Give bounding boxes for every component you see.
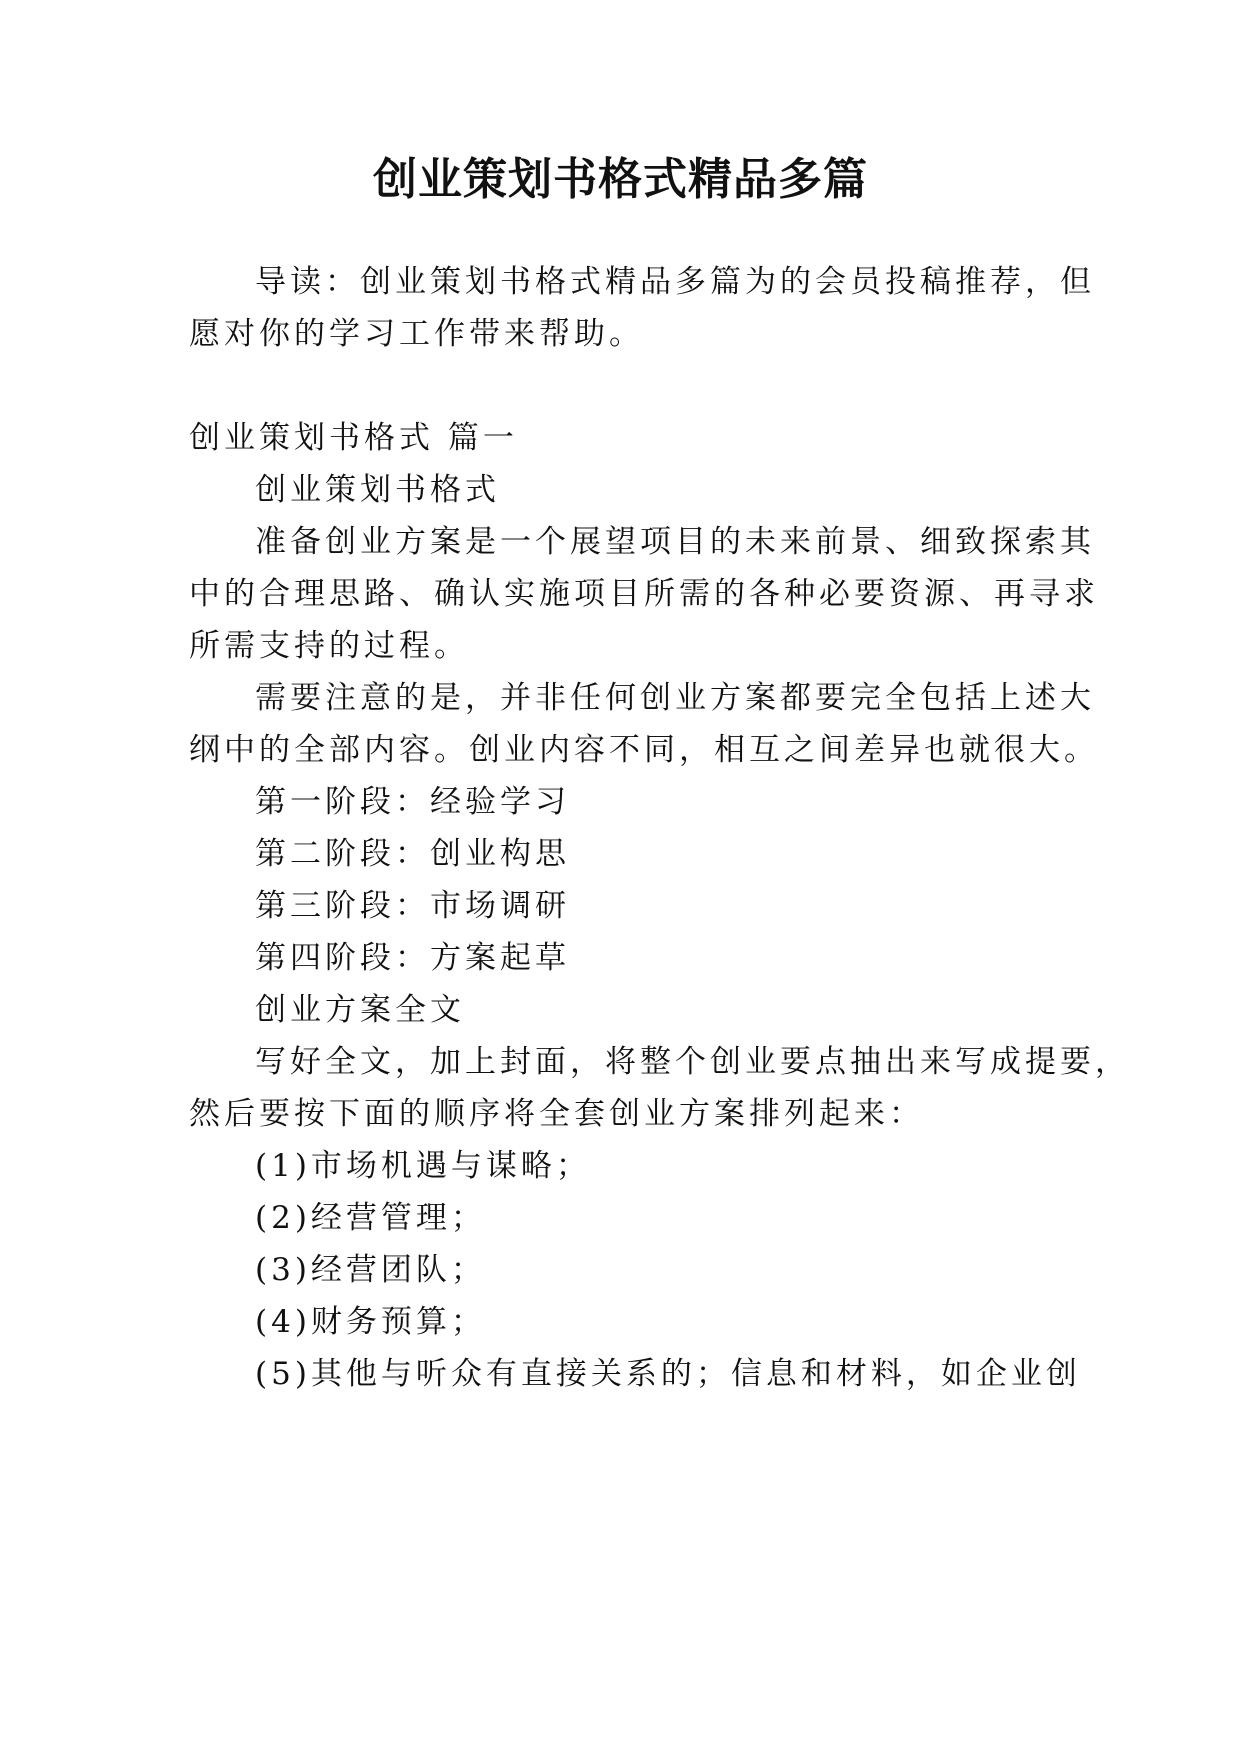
stage-item: 第三阶段：市场调研 <box>255 888 570 924</box>
paragraph-1-line-1: 准备创业方案是一个展望项目的未来前景、细致探索其 <box>255 524 1095 560</box>
list-item: (5)其他与听众有直接关系的；信息和材料，如企业创 <box>255 1356 1081 1392</box>
paragraph-2-line-1: 需要注意的是，并非任何创业方案都要完全包括上述大 <box>255 680 1095 716</box>
stage-item: 第二阶段：创业构思 <box>255 836 570 872</box>
intro-line-2: 愿对你的学习工作带来帮助。 <box>189 316 644 352</box>
paragraph-1-line-2: 中的合理思路、确认实施项目所需的各种必要资源、再寻求 <box>189 576 1099 612</box>
fulltext-heading: 创业方案全文 <box>255 992 465 1028</box>
paragraph-2-line-2: 纲中的全部内容。创业内容不同，相互之间差异也就很大。 <box>189 732 1099 768</box>
section-heading: 创业策划书格式 篇一 <box>189 420 518 456</box>
intro-line-1: 导读：创业策划书格式精品多篇为的会员投稿推荐，但 <box>255 264 1095 300</box>
list-item: (3)经营团队； <box>255 1252 486 1288</box>
paragraph-3-line-2: 然后要按下面的顺序将全套创业方案排列起来： <box>189 1096 924 1132</box>
subheading: 创业策划书格式 <box>255 472 500 508</box>
stage-item: 第一阶段：经验学习 <box>255 784 570 820</box>
document-title: 创业策划书格式精品多篇 <box>373 154 868 205</box>
list-item: (1)市场机遇与谋略； <box>255 1148 591 1184</box>
list-item: (2)经营管理； <box>255 1200 486 1236</box>
list-item: (4)财务预算； <box>255 1304 486 1340</box>
paragraph-1-line-3: 所需支持的过程。 <box>189 628 469 664</box>
paragraph-3-line-1: 写好全文，加上封面，将整个创业要点抽出来写成提要， <box>255 1044 1130 1080</box>
stage-item: 第四阶段：方案起草 <box>255 940 570 976</box>
